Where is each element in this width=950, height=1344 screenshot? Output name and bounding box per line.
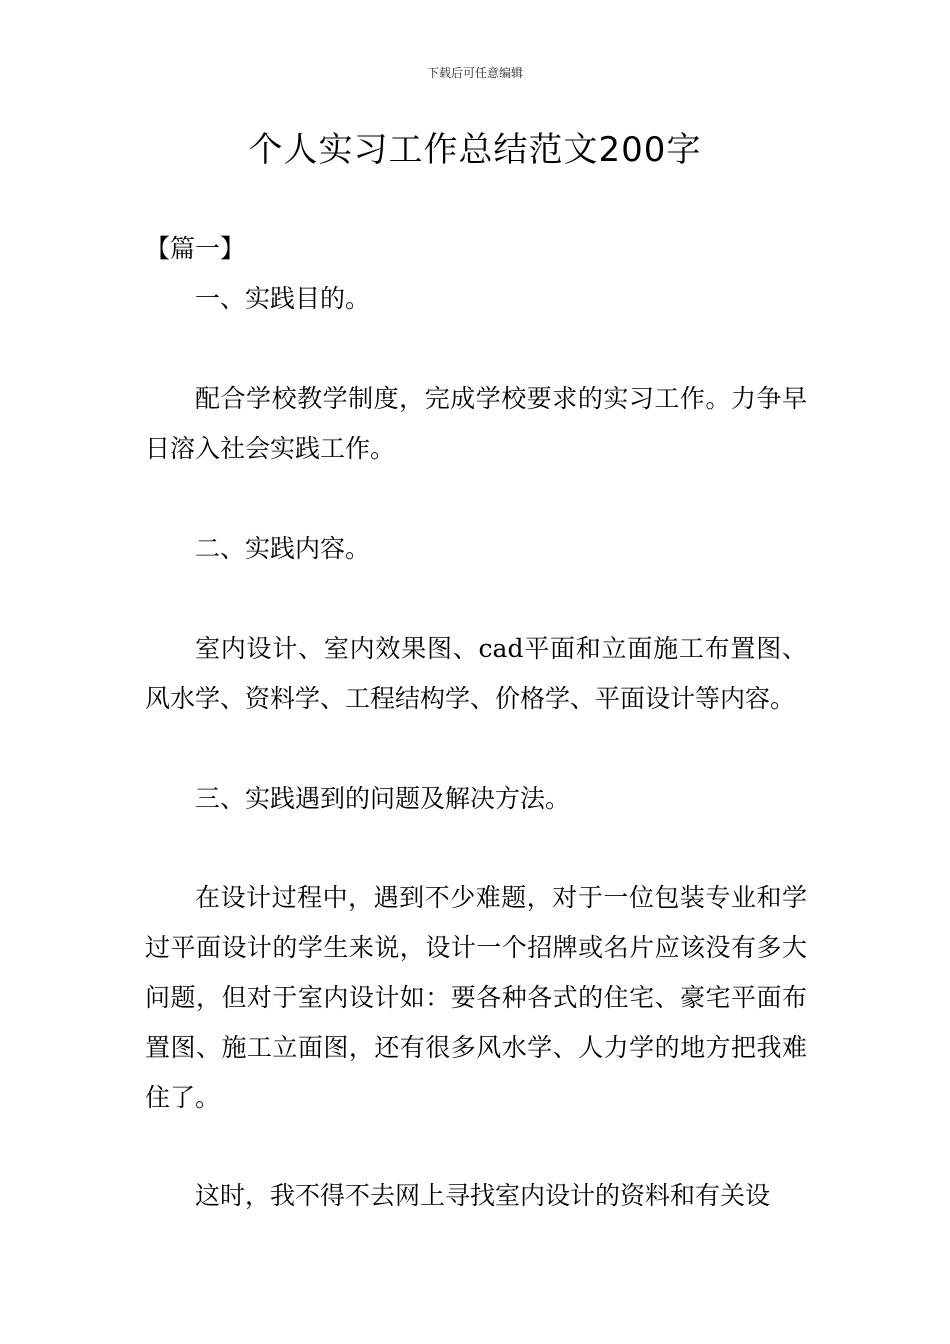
page-title: 个人实习工作总结范文200字 [248, 130, 702, 170]
document-body-3 [145, 524, 807, 574]
document-body-2 [145, 374, 807, 474]
heading-problems: 三、实践遇到的问题及解决方法。 [195, 784, 571, 813]
page-header-note: 下载后可任意编辑 [426, 66, 523, 80]
paragraph-purpose: 配合学校教学制度，完成学校要求的实习工作。力争早日溶入社会实践工作。 [145, 384, 807, 463]
heading-content: 二、实践内容。 [195, 534, 371, 563]
paragraph-content: 室内设计、室内效果图、cad平面和立面施工布置图、风水学、资料学、工程结构学、价格学、平面设计等内容。 [145, 634, 807, 713]
paragraph-problems: 在设计过程中，遇到不少难题，对于一位包装专业和学过平面设计的学生来说，设计一个招牌或名片应该没有多大问题，但对于室内设计如：要各种各式的住宅、豪宅平面布置图、施工立面图，还有很多风水学、人力学的地方把我难住了。 [145, 883, 807, 1112]
document-body-1 [145, 274, 807, 324]
document-body-6 [145, 873, 807, 1123]
section-label: 【篇一】 [145, 234, 246, 263]
document-body-5 [145, 774, 807, 824]
heading-purpose: 一、实践目的。 [195, 284, 371, 313]
document-body-4 [145, 624, 807, 724]
document-body-7 [145, 1171, 807, 1221]
paragraph-continued: 这时，我不得不去网上寻找室内设计的资料和有关设 [195, 1181, 771, 1210]
